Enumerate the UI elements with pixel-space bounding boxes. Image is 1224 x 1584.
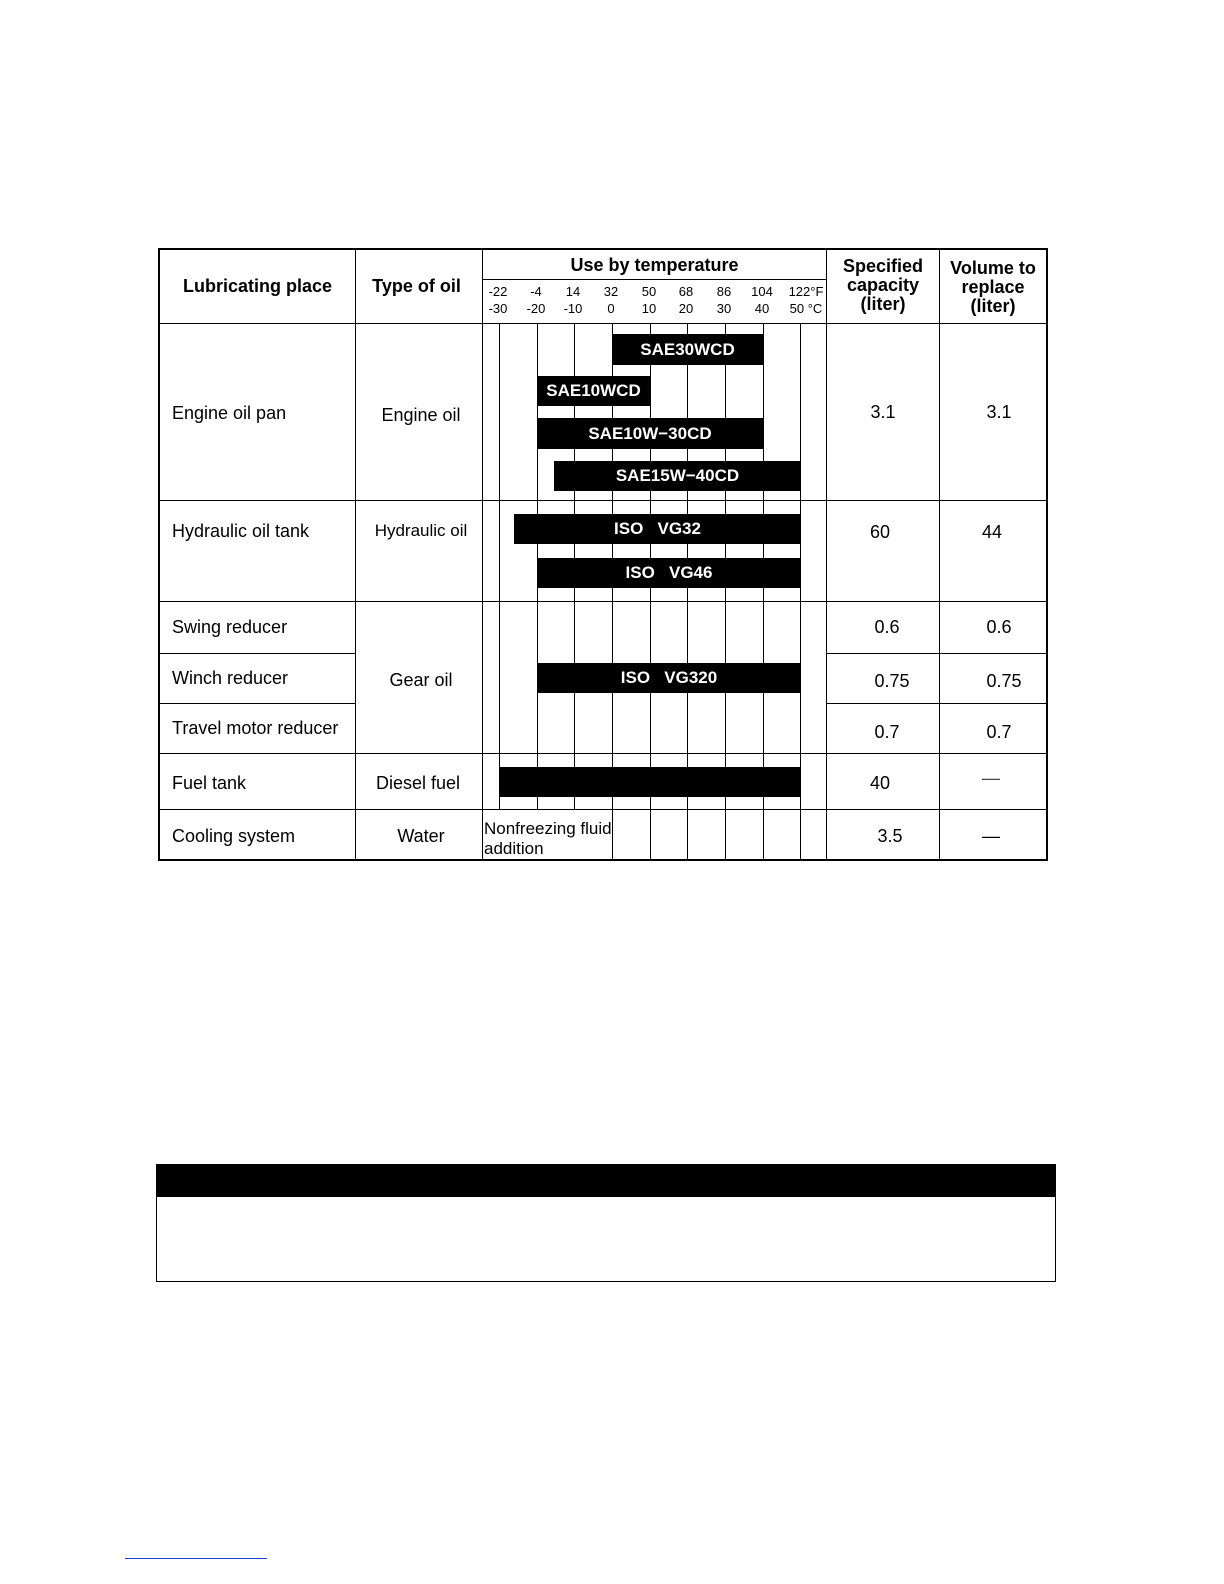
capacity-value: 0.7 — [874, 722, 900, 742]
footer-rule — [125, 1558, 267, 1559]
grade-bar-iso-vg32: ISO VG32 — [514, 514, 801, 544]
fuel-temperature-bar — [499, 767, 801, 797]
temp-f-tick: 50 — [641, 284, 657, 299]
capacity-value: 3.5 — [877, 826, 903, 846]
temp-f-tick: -22 — [488, 284, 508, 299]
temp-c-tick: 10 — [641, 301, 657, 316]
row-divider — [826, 653, 1048, 654]
row-divider — [826, 703, 1048, 704]
grade-bar-sae10w30cd: SAE10W−30CD — [537, 418, 763, 449]
temp-c-tick: -30 — [488, 301, 508, 316]
col-divider — [826, 248, 827, 861]
col-divider — [355, 248, 356, 861]
place-travel-motor-reducer: Travel motor reducer — [172, 718, 339, 738]
replace-value: 0.7 — [986, 722, 1012, 742]
header-volume-to-replace: Volume to replace (liter) — [950, 258, 1036, 316]
grade-bar-iso-vg320: ISO VG320 — [537, 663, 801, 693]
table-border-bottom — [158, 859, 1048, 861]
notice-box — [156, 1164, 1056, 1282]
temp-c-tick: 20 — [678, 301, 694, 316]
place-winch-reducer: Winch reducer — [172, 668, 289, 688]
row-divider — [158, 601, 1048, 602]
notice-header-bar — [157, 1165, 1055, 1197]
capacity-value: 3.1 — [870, 402, 896, 422]
header-lubricating-place: Lubricating place — [182, 276, 333, 296]
temp-f-tick: 32 — [603, 284, 619, 299]
temp-c-tick: -20 — [526, 301, 546, 316]
temp-c-tick: 50 °C — [789, 301, 823, 316]
capacity-value: 60 — [869, 522, 891, 542]
replace-value: 3.1 — [986, 402, 1012, 422]
temp-c-tick: 0 — [607, 301, 615, 316]
grade-bar-iso-vg46: ISO VG46 — [537, 558, 801, 588]
header-specified-capacity: Specified capacity (liter) — [842, 256, 924, 314]
oil-type-engine: Engine oil — [381, 405, 461, 425]
table-border-left — [158, 248, 160, 861]
temp-f-tick: 68 — [678, 284, 694, 299]
place-cooling-system: Cooling system — [172, 826, 296, 846]
temp-c-tick: 30 — [716, 301, 732, 316]
replace-value: — — [982, 768, 1000, 788]
oil-type-water: Water — [397, 826, 445, 846]
capacity-value: 0.75 — [874, 671, 910, 691]
row-divider — [158, 809, 1048, 810]
temp-c-tick: -10 — [563, 301, 583, 316]
temp-f-tick: -4 — [530, 284, 542, 299]
oil-type-hydraulic: Hydraulic oil — [374, 521, 468, 540]
table-border-top — [158, 248, 1048, 250]
replace-value: — — [982, 826, 1000, 846]
table-border-right — [1046, 248, 1048, 861]
cooling-note: Nonfreezing fluid addition — [484, 819, 612, 858]
temp-grid-line — [499, 323, 500, 810]
replace-value: 0.75 — [986, 671, 1022, 691]
capacity-value: 0.6 — [874, 617, 900, 637]
temp-c-tick: 40 — [754, 301, 770, 316]
temp-f-tick: 14 — [565, 284, 581, 299]
grade-bar-sae15w40cd: SAE15W−40CD — [554, 461, 801, 491]
grade-bar-sae10wcd: SAE10WCD — [537, 376, 650, 406]
place-swing-reducer: Swing reducer — [172, 617, 288, 637]
row-divider — [158, 653, 355, 654]
row-divider — [158, 703, 355, 704]
header-divider — [158, 323, 1048, 324]
replace-value: 0.6 — [986, 617, 1012, 637]
grade-bar-sae30wcd: SAE30WCD — [612, 334, 763, 365]
capacity-value: 40 — [869, 773, 891, 793]
header-use-by-temperature: Use by temperature — [570, 255, 739, 275]
temp-f-tick: 104 — [751, 284, 773, 299]
row-divider — [158, 500, 1048, 501]
temp-header-divider — [482, 279, 826, 280]
oil-type-gear: Gear oil — [389, 670, 453, 690]
place-hydraulic-oil-tank: Hydraulic oil tank — [172, 521, 310, 541]
col-divider — [482, 248, 483, 861]
place-engine-oil-pan: Engine oil pan — [172, 403, 287, 423]
temp-f-tick: 86 — [716, 284, 732, 299]
oil-type-diesel: Diesel fuel — [375, 773, 461, 793]
header-type-of-oil: Type of oil — [372, 276, 461, 296]
place-fuel-tank: Fuel tank — [172, 773, 247, 793]
temp-f-tick: 122°F — [788, 284, 824, 299]
row-divider — [158, 753, 1048, 754]
replace-value: 44 — [981, 522, 1003, 542]
